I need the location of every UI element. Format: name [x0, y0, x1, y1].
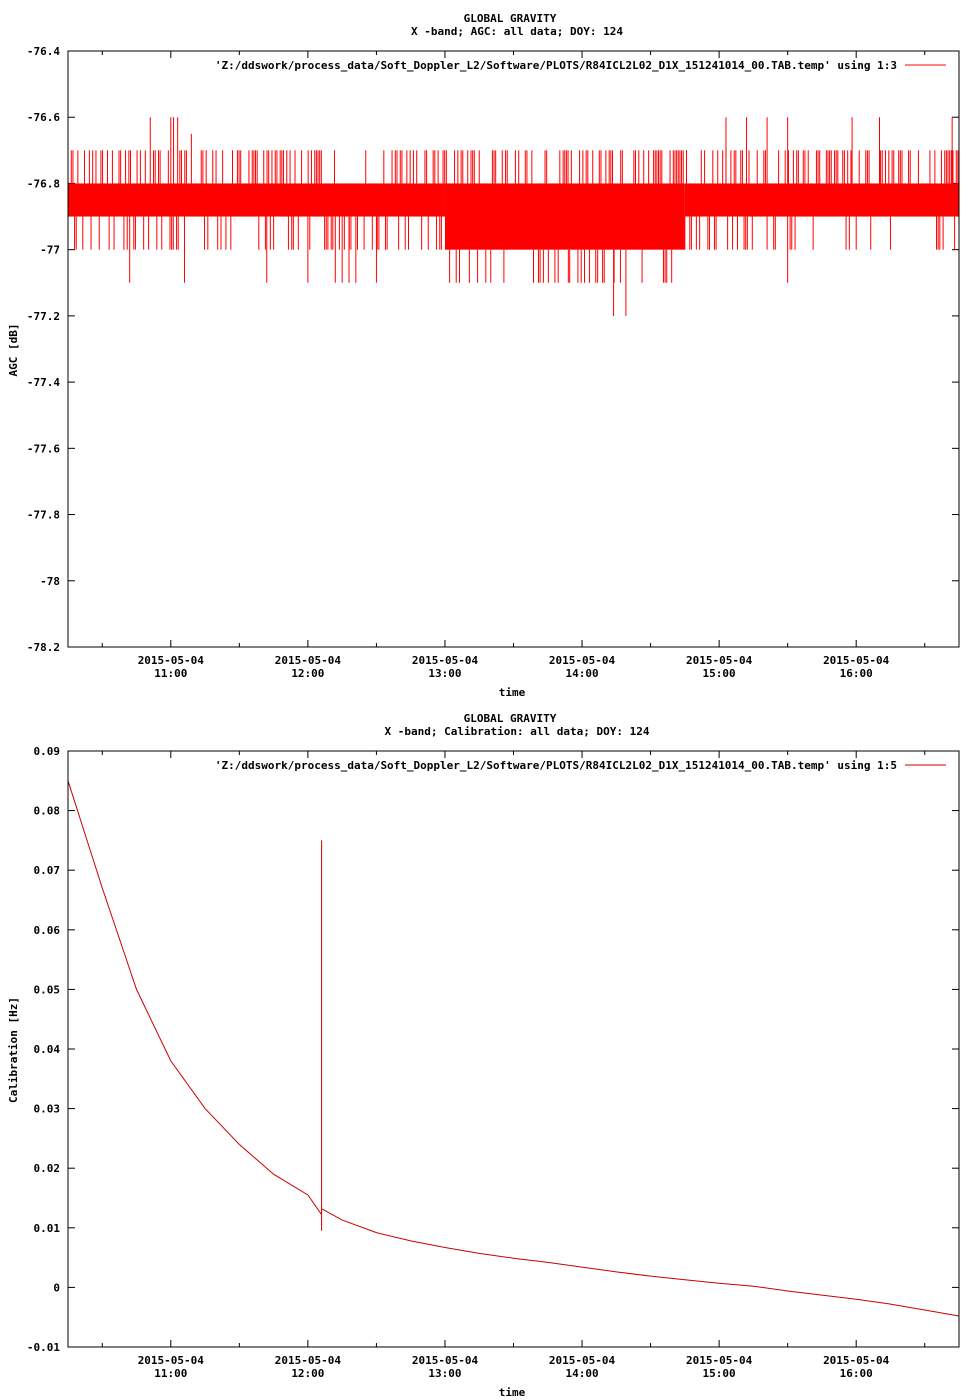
x-tick-label-time: 11:00	[154, 1367, 188, 1380]
legend-label: 'Z:/ddswork/process_data/Soft_Doppler_L2/Software/PLOTS/R84ICL2L02_D1X_151241014_00.TAB.temp' using 1:5	[214, 759, 897, 772]
x-tick-label-time: 13:00	[428, 1367, 462, 1380]
x-tick-label-date: 2015-05-04	[137, 654, 204, 667]
legend	[215, 759, 946, 772]
chart-title: GLOBAL GRAVITY	[463, 712, 557, 725]
plot-frame	[68, 51, 959, 647]
x-tick-label-date: 2015-05-04	[411, 654, 479, 667]
y-tick-label: -76.6	[26, 111, 60, 125]
y-tick-label: 0.02	[33, 1162, 60, 1176]
chart-subtitle: X -band; Calibration: all data; DOY: 124	[384, 725, 650, 738]
x-tick-label-date: 2015-05-04	[823, 654, 890, 667]
y-tick-label: -76.8	[26, 177, 60, 191]
y-axis-label: AGC [dB]	[7, 323, 20, 377]
y-axis-label: Calibration [Hz]	[7, 997, 20, 1103]
chart-agc	[7, 12, 959, 699]
legend-label: 'Z:/ddswork/process_data/Soft_Doppler_L2/Software/PLOTS/R84ICL2L02_D1X_151241014_00.TAB.temp' using 1:3	[214, 59, 897, 72]
signal-band	[68, 183, 445, 216]
x-tick-label-time: 15:00	[702, 1367, 736, 1380]
x-tick-label-date: 2015-05-04	[274, 1354, 342, 1367]
axis-ticks	[27, 45, 959, 680]
y-tick-label: -77.4	[26, 376, 60, 390]
x-tick-label-date: 2015-05-04	[274, 654, 342, 667]
series-line	[68, 781, 959, 1316]
plot-frame	[68, 751, 959, 1347]
y-tick-label: -77	[40, 243, 60, 257]
y-tick-label: 0.03	[33, 1102, 60, 1116]
y-tick-label: -0.01	[26, 1341, 60, 1354]
x-tick-label-time: 16:00	[839, 1367, 873, 1380]
x-tick-label-time: 12:00	[291, 667, 325, 680]
x-axis-label: time	[498, 1386, 526, 1399]
y-tick-label: 0.06	[33, 923, 60, 937]
chart-title: GLOBAL GRAVITY	[463, 12, 557, 25]
x-tick-label-date: 2015-05-04	[685, 654, 753, 667]
x-tick-label-time: 15:00	[702, 667, 736, 680]
x-tick-label-time: 12:00	[291, 1367, 325, 1380]
chart-subtitle: X -band; AGC: all data; DOY: 124	[411, 25, 623, 38]
y-tick-label: 0.04	[33, 1043, 60, 1056]
y-tick-label: 0.05	[33, 983, 60, 997]
axis-ticks	[27, 745, 959, 1380]
x-tick-label-date: 2015-05-04	[548, 654, 616, 667]
x-tick-label-time: 14:00	[565, 667, 599, 680]
signal-band	[445, 183, 685, 249]
signal-band	[685, 183, 959, 216]
y-tick-label: -77.2	[26, 309, 60, 323]
x-tick-label-time: 13:00	[428, 667, 462, 680]
y-tick-label: 0.09	[33, 745, 60, 758]
y-tick-label: -76.4	[26, 45, 60, 58]
y-tick-label: 0	[53, 1281, 60, 1295]
x-tick-label-date: 2015-05-04	[411, 1354, 479, 1367]
legend	[215, 59, 946, 72]
x-tick-label-date: 2015-05-04	[685, 1354, 753, 1367]
data-marks	[68, 117, 959, 316]
x-tick-label-time: 14:00	[565, 1367, 599, 1380]
y-tick-label: 0.07	[33, 864, 60, 878]
chart-calibration	[7, 712, 959, 1399]
x-tick-label-time: 11:00	[154, 667, 188, 680]
x-tick-label-date: 2015-05-04	[548, 1354, 616, 1367]
data-marks	[68, 781, 959, 1316]
y-tick-label: -77.8	[26, 508, 60, 522]
y-tick-label: 0.08	[33, 804, 60, 818]
y-tick-label: -78	[40, 574, 60, 588]
x-tick-label-date: 2015-05-04	[137, 1354, 204, 1367]
x-tick-label-time: 16:00	[839, 667, 873, 680]
y-tick-label: 0.01	[33, 1221, 60, 1235]
y-tick-label: -77.6	[26, 442, 60, 456]
y-tick-label: -78.2	[26, 641, 60, 654]
x-axis-label: time	[498, 686, 526, 699]
x-tick-label-date: 2015-05-04	[823, 1354, 890, 1367]
